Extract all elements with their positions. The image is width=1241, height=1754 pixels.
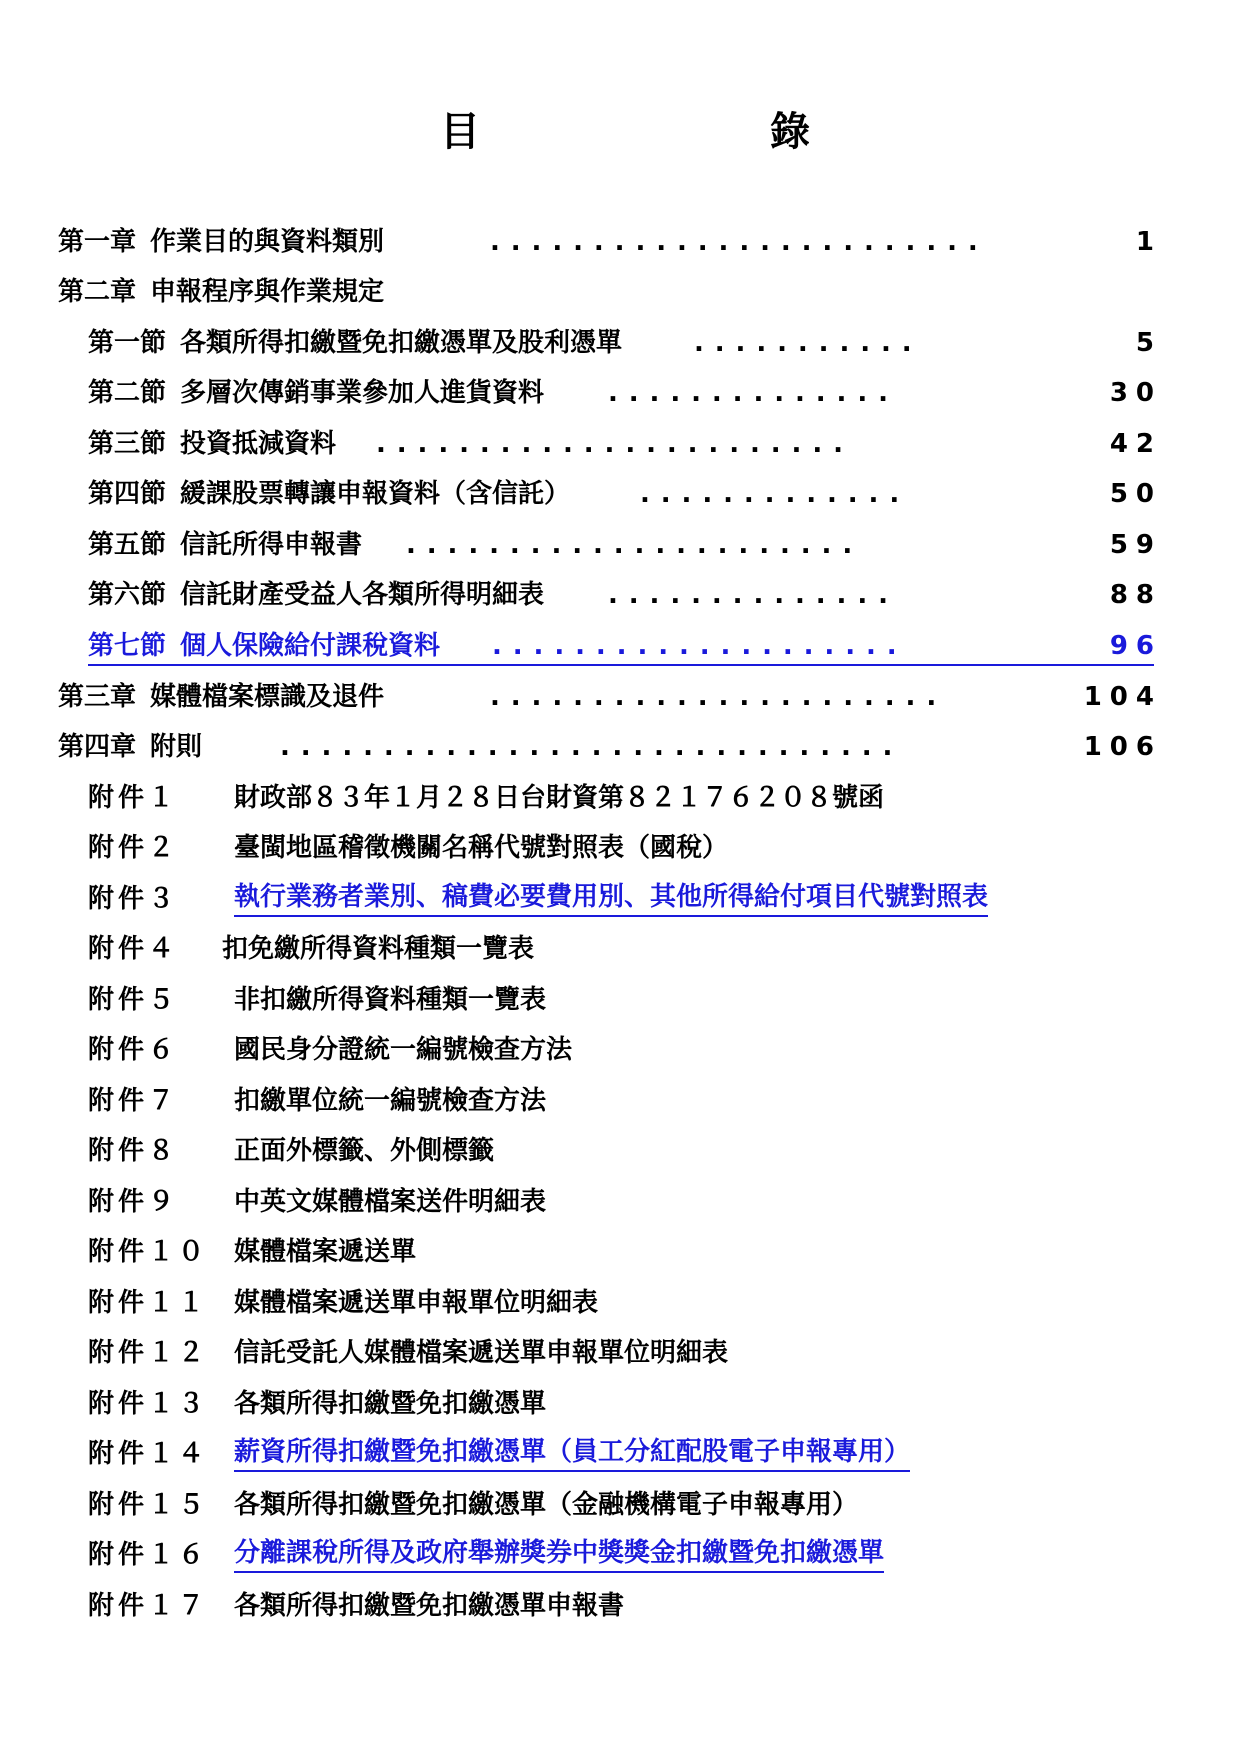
attachment-number: 附件１ bbox=[88, 783, 179, 813]
section-title: 投資抵減資料 bbox=[180, 429, 337, 459]
page-number: 104 bbox=[1083, 682, 1162, 712]
attachment-number: 附件１１ bbox=[88, 1288, 209, 1318]
attachment-number: 附件８ bbox=[88, 1136, 179, 1166]
leader-dots: .............. bbox=[608, 580, 899, 610]
page-number: 30 bbox=[1109, 378, 1162, 408]
page-number: 50 bbox=[1109, 479, 1162, 509]
section-number: 第一節 bbox=[88, 328, 167, 358]
section-title: 信託所得申報書 bbox=[180, 530, 363, 560]
page-number: 5 bbox=[1135, 328, 1162, 358]
attachment-number: 附件１３ bbox=[88, 1389, 209, 1419]
attachment-title: 非扣繳所得資料種類一覽表 bbox=[234, 985, 547, 1015]
attachment-number: 附件４ bbox=[88, 934, 179, 964]
toc-chapter-4[interactable] bbox=[58, 727, 1162, 767]
attachment-number: 附件１６ bbox=[88, 1540, 209, 1570]
chapter-number: 第四章 bbox=[58, 732, 137, 762]
attachment-title: 信託受託人媒體檔案遞送單申報單位明細表 bbox=[234, 1338, 729, 1368]
section-title: 緩課股票轉讓申報資料（含信託） bbox=[180, 479, 571, 509]
section-title: 信託財產受益人各類所得明細表 bbox=[180, 580, 545, 610]
leader-dots: .................... bbox=[492, 631, 908, 661]
section-title: 多層次傳銷事業參加人進貨資料 bbox=[180, 378, 545, 408]
attachment-number: 附件６ bbox=[88, 1035, 179, 1065]
attachment-title: 媒體檔案遞送單 bbox=[234, 1237, 417, 1267]
leader-dots: ........................ bbox=[490, 227, 989, 257]
attachment-number: 附件１４ bbox=[88, 1439, 209, 1469]
attachment-title: 各類所得扣繳暨免扣繳憑單 bbox=[234, 1389, 547, 1419]
section-number: 第二節 bbox=[88, 378, 167, 408]
attachment-title-link[interactable]: 分離課稅所得及政府舉辦獎券中獎獎金扣繳暨免扣繳憑單 bbox=[234, 1535, 884, 1573]
section-number: 第七節 bbox=[88, 631, 167, 661]
toc-chapter-1[interactable] bbox=[58, 222, 1162, 262]
leader-dots: ............. bbox=[640, 479, 911, 509]
chapter-title: 媒體檔案標識及退件 bbox=[150, 682, 385, 712]
attachment-title: 各類所得扣繳暨免扣繳憑單（金融機構電子申報專用） bbox=[234, 1490, 859, 1520]
attachment-title-link[interactable]: 執行業務者業別、稿費必要費用別、其他所得給付項目代號對照表 bbox=[234, 879, 988, 917]
toc-chapter-3[interactable] bbox=[58, 677, 1162, 717]
toc-chapter-2 bbox=[58, 272, 1154, 312]
attachment-number: 附件１７ bbox=[88, 1591, 209, 1621]
attachment-number: 附件９ bbox=[88, 1187, 179, 1217]
page-number: 106 bbox=[1083, 732, 1162, 762]
attachment-title: 中英文媒體檔案送件明細表 bbox=[234, 1187, 547, 1217]
section-number: 第三節 bbox=[88, 429, 167, 459]
attachment-title-link[interactable]: 薪資所得扣繳暨免扣繳憑單（員工分紅配股電子申報專用） bbox=[234, 1434, 910, 1472]
toc-title-char-1: 目 bbox=[440, 109, 480, 155]
section-number: 第五節 bbox=[88, 530, 167, 560]
attachment-number: 附件１２ bbox=[88, 1338, 209, 1368]
leader-dots: ...................... bbox=[490, 682, 948, 712]
chapter-number: 第二章 bbox=[58, 277, 137, 307]
attachment-title: 臺閩地區稽徵機關名稱代號對照表（國稅） bbox=[234, 833, 729, 863]
chapter-number: 第三章 bbox=[58, 682, 137, 712]
toc-title bbox=[0, 100, 1241, 160]
attachment-number: 附件７ bbox=[88, 1086, 179, 1116]
attachment-title: 扣免繳所得資料種類一覽表 bbox=[222, 934, 535, 964]
toc-section-3[interactable] bbox=[88, 424, 1162, 464]
attachment-title: 各類所得扣繳暨免扣繳憑單申報書 bbox=[234, 1591, 625, 1621]
leader-dots: .............................. bbox=[280, 732, 904, 762]
toc-section-6[interactable] bbox=[88, 575, 1162, 615]
attachment-number: 附件５ bbox=[88, 985, 179, 1015]
chapter-number: 第一章 bbox=[58, 227, 137, 257]
leader-dots: ........... bbox=[694, 328, 923, 358]
toc-title-char-2: 錄 bbox=[770, 109, 810, 155]
attachment-title: 國民身分證統一編號檢查方法 bbox=[234, 1035, 573, 1065]
page-number: 1 bbox=[1135, 227, 1162, 257]
chapter-title: 申報程序與作業規定 bbox=[150, 277, 385, 307]
page-number: 42 bbox=[1109, 429, 1162, 459]
attachment-number: 附件２ bbox=[88, 833, 179, 863]
toc-section-4[interactable] bbox=[88, 474, 1162, 514]
page-number: 96 bbox=[1109, 631, 1162, 661]
page-number: 59 bbox=[1109, 530, 1162, 560]
section-number: 第四節 bbox=[88, 479, 167, 509]
attachment-number: 附件３ bbox=[88, 884, 179, 914]
section-number: 第六節 bbox=[88, 580, 167, 610]
section-title: 各類所得扣繳暨免扣繳憑單及股利憑單 bbox=[180, 328, 623, 358]
section-title: 個人保險給付課稅資料 bbox=[180, 631, 441, 661]
leader-dots: ...................... bbox=[406, 530, 864, 560]
page-number: 88 bbox=[1109, 580, 1162, 610]
chapter-title: 作業目的與資料類別 bbox=[150, 227, 385, 257]
toc-section-5[interactable] bbox=[88, 525, 1162, 565]
leader-dots: .............. bbox=[608, 378, 899, 408]
toc-section-1[interactable] bbox=[88, 323, 1162, 363]
attachment-title: 扣繳單位統一編號檢查方法 bbox=[234, 1086, 547, 1116]
attachment-title: 財政部８３年１月２８日台財資第８２１７６２０８號函 bbox=[234, 783, 885, 813]
chapter-title: 附則 bbox=[150, 732, 203, 762]
attachment-number: 附件１５ bbox=[88, 1490, 209, 1520]
toc-section-2[interactable] bbox=[88, 373, 1162, 413]
leader-dots: ....................... bbox=[376, 429, 854, 459]
attachment-number: 附件１０ bbox=[88, 1237, 209, 1267]
attachment-title: 媒體檔案遞送單申報單位明細表 bbox=[234, 1288, 599, 1318]
attachment-title: 正面外標籤、外側標籤 bbox=[234, 1136, 495, 1166]
toc-section-7-link[interactable] bbox=[88, 626, 1162, 666]
